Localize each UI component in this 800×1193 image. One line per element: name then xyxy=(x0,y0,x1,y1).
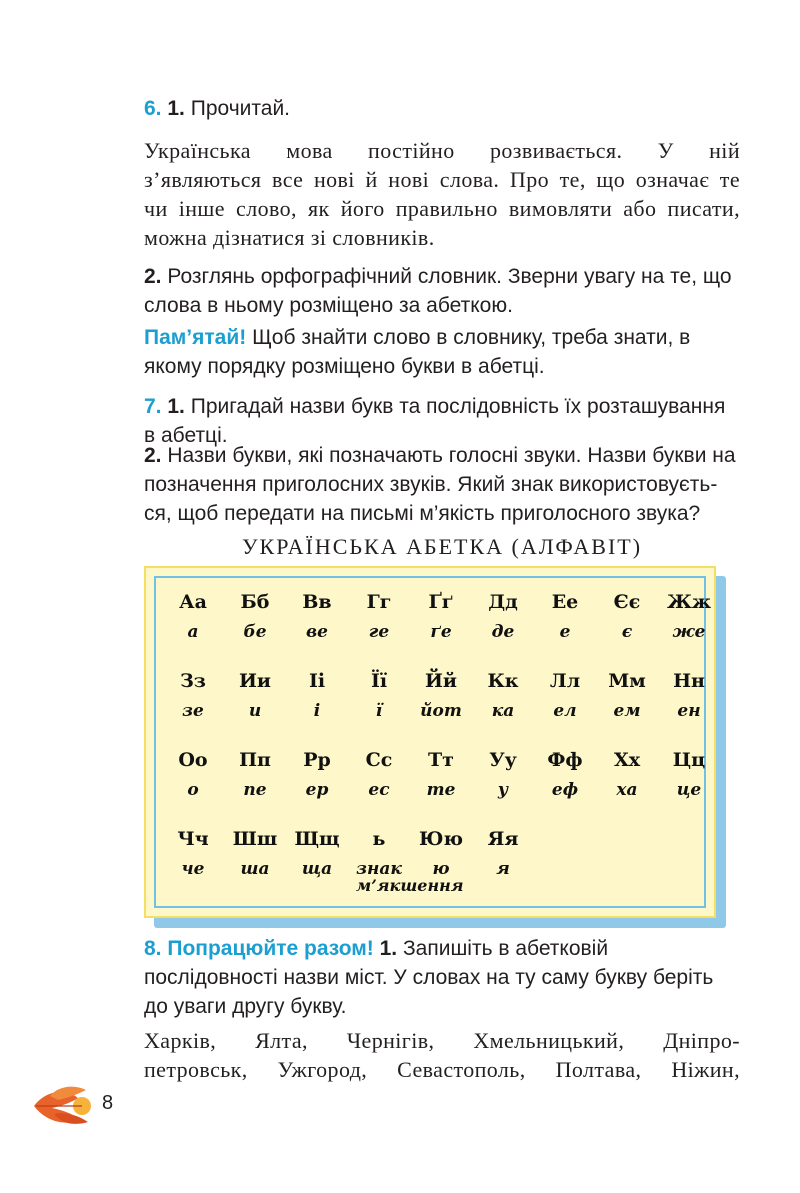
alphabet-letter: Сс xyxy=(365,749,393,771)
task-7-part-2-text: Назви букви, які позначають голосні звуки. Назви букви на позначення приголосних звуків. Який знак використовуєть-ся, щоб передати на письмі м’якість приголосного звука? xyxy=(144,444,736,525)
alphabet-letter-name: ге xyxy=(368,622,390,642)
alphabet-letter: Нн xyxy=(673,670,705,692)
task-6-part-2 xyxy=(144,262,740,320)
alphabet-letter: Тт xyxy=(428,749,454,771)
alphabet-title: УКРАЇНСЬКА АБЕТКА (АЛФАВІТ) xyxy=(241,534,643,559)
alphabet-cell xyxy=(344,590,414,644)
reading-line: Українська мова постійно розвивається. У ній xyxy=(144,138,740,163)
alphabet-letter-name: а xyxy=(187,622,199,642)
alphabet-letter-name: йот xyxy=(420,701,462,721)
alphabet-letter: Пп xyxy=(239,749,271,771)
task-6-part-2-text: Розглянь орфографічний словник. Зверни увагу на те, що слова в ньому розміщено за абеткою. xyxy=(144,265,732,317)
alphabet-cell xyxy=(406,827,476,881)
alphabet-letter-name: ен xyxy=(677,701,701,721)
alphabet-cell xyxy=(468,748,538,802)
reading-text xyxy=(144,136,740,252)
alphabet-letter: Іі xyxy=(308,670,326,692)
alphabet-letter: Шш xyxy=(232,828,278,850)
alphabet-cell xyxy=(468,669,538,723)
alphabet-cell xyxy=(344,827,414,881)
task-7-part-2 xyxy=(144,441,740,528)
task-7-part-1-text: Пригадай назви букв та послідовність їх розташування в абетці. xyxy=(144,395,726,447)
alphabet-letter-name: ка xyxy=(491,701,515,721)
task-6-part-2-number: 2. xyxy=(144,265,162,288)
remember-note xyxy=(144,323,740,381)
alphabet-cell xyxy=(282,669,352,723)
alphabet-letter-name: ша xyxy=(240,859,270,879)
alphabet-letter-name: зе xyxy=(182,701,204,721)
alphabet-letter: Кк xyxy=(487,670,519,692)
alphabet-letter: Щщ xyxy=(294,828,340,850)
alphabet-letter: Лл xyxy=(549,670,581,692)
alphabet-letter-name: те xyxy=(426,780,456,800)
alphabet-letter-name: бе xyxy=(243,622,267,642)
cities-line-2: петровськ, Ужгород, Севастополь, Полтава, Ніжин, xyxy=(144,1057,740,1082)
alphabet-letter: Бб xyxy=(240,591,270,613)
alphabet-cell xyxy=(282,748,352,802)
alphabet-letter-name: ем xyxy=(613,701,641,721)
reading-line: чи інше слово, як його правильно вимовляти або писати, xyxy=(144,196,740,221)
alphabet-cell xyxy=(282,827,352,881)
alphabet-letter-name: знак xyxy=(356,859,402,879)
alphabet-letter-name: де xyxy=(491,622,515,642)
alphabet-letter-name: же xyxy=(672,622,706,642)
alphabet-letter: Вв xyxy=(302,591,332,613)
alphabet-cell xyxy=(282,590,352,644)
alphabet-cell xyxy=(654,748,724,802)
alphabet-letter: Фф xyxy=(547,749,583,771)
alphabet-letter-name: ве xyxy=(306,622,328,642)
alphabet-cell xyxy=(344,669,414,723)
alphabet-cell xyxy=(468,827,538,881)
alphabet-letter: Цц xyxy=(672,749,706,771)
alphabet-letter-name: у xyxy=(497,780,509,800)
alphabet-cell xyxy=(654,669,724,723)
alphabet-letter-name: і xyxy=(313,701,321,721)
alphabet-letter-name: ел xyxy=(553,701,577,721)
alphabet-letter-name: пе xyxy=(243,780,267,800)
alphabet-letter-name: ї xyxy=(375,701,383,721)
alphabet-cell xyxy=(220,669,290,723)
alphabet-cell xyxy=(592,748,662,802)
task-6-number: 6. xyxy=(144,97,162,120)
alphabet-cell xyxy=(530,590,600,644)
alphabet-letter-name: є xyxy=(621,622,633,642)
alphabet-cell xyxy=(344,748,414,802)
alphabet-cell xyxy=(406,590,476,644)
alphabet-letter: Зз xyxy=(180,670,206,692)
soft-sign-note: м’якшення xyxy=(356,876,464,895)
alphabet-letter: Чч xyxy=(177,828,209,850)
cities-line-1: Харків, Ялта, Чернігів, Хмельницький, Дніпро- xyxy=(144,1028,740,1053)
task-8-part-1-text: Запишіть в абетковій послідовності назви міст. У словах на ту саму букву беріть до уваги другу букву. xyxy=(144,937,714,1018)
alphabet-cell xyxy=(158,669,228,723)
alphabet-letter-name: и xyxy=(248,701,262,721)
alphabet-letter: ь xyxy=(372,828,386,850)
alphabet-letter: Йй xyxy=(424,670,458,692)
alphabet-cell xyxy=(220,748,290,802)
alphabet-letter: Уу xyxy=(489,749,517,771)
alphabet-letter-name: ґе xyxy=(430,622,452,642)
alphabet-cell xyxy=(406,669,476,723)
alphabet-letter-name: я xyxy=(496,859,510,879)
alphabet-cell xyxy=(530,748,600,802)
alphabet-letter-name: це xyxy=(676,780,702,800)
alphabet-cell xyxy=(406,748,476,802)
alphabet-letter: Рр xyxy=(303,749,331,771)
alphabet-cell xyxy=(158,748,228,802)
reading-line: з’являються все нові й нові слова. Про те, що означає те xyxy=(144,167,740,192)
alphabet-letter-name: о xyxy=(187,780,199,800)
task-6-part-1-text: Прочитай. xyxy=(190,97,291,120)
alphabet-cell xyxy=(530,669,600,723)
alphabet-letter-name: ю xyxy=(432,859,450,879)
alphabet-letter: Хх xyxy=(613,749,641,771)
task-8 xyxy=(144,934,740,1021)
alphabet-cell xyxy=(654,590,724,644)
task-7-part-2-number: 2. xyxy=(144,444,162,467)
task-8-part-1-number: 1. xyxy=(379,937,398,960)
alphabet-cell xyxy=(592,590,662,644)
alphabet-letter: Гг xyxy=(366,591,392,613)
alphabet-letter-name: ща xyxy=(301,859,333,879)
alphabet-letter: Ее xyxy=(551,591,579,613)
reading-line: можна дізнатися зі словників. xyxy=(144,225,435,250)
task-8-number: 8. xyxy=(144,937,162,960)
alphabet-letter: Ґґ xyxy=(428,591,454,613)
remember-label: Пам’ятай! xyxy=(144,326,247,349)
alphabet-letter: Яя xyxy=(487,828,519,850)
remember-text: Щоб знайти слово в словнику, треба знати, в якому порядку розміщено букви в абетці. xyxy=(144,326,691,378)
task-6-part-1-number: 1. xyxy=(167,97,185,120)
alphabet-letter: Ии xyxy=(238,670,272,692)
alphabet-box xyxy=(144,566,716,918)
alphabet-letter: Дд xyxy=(488,591,518,613)
alphabet-cell xyxy=(220,827,290,881)
alphabet-letter-name: ер xyxy=(305,780,329,800)
cities-text xyxy=(144,1026,740,1084)
task-7-part-1-number: 1. xyxy=(167,395,185,418)
task-6-header xyxy=(144,94,740,123)
alphabet-letter: Єє xyxy=(613,591,641,613)
page-number: 8 xyxy=(102,1092,114,1114)
alphabet-letter: Аа xyxy=(179,591,207,613)
alphabet-letter: Юю xyxy=(419,828,463,850)
alphabet-letter: Її xyxy=(370,670,388,692)
alphabet-letter: Мм xyxy=(608,670,646,692)
alphabet-letter-name: че xyxy=(181,859,205,879)
leaf-icon xyxy=(32,1084,98,1126)
alphabet-letter: Оо xyxy=(178,749,208,771)
alphabet-letter-name: е xyxy=(559,622,571,642)
alphabet-cell xyxy=(468,590,538,644)
task-7-number: 7. xyxy=(144,395,162,418)
alphabet-letter-name: еф xyxy=(551,780,579,800)
alphabet-letter-name: ха xyxy=(616,780,638,800)
alphabet-cell xyxy=(158,590,228,644)
alphabet-letter: Жж xyxy=(666,591,712,613)
alphabet-letter-name: ес xyxy=(368,780,390,800)
alphabet-cell xyxy=(158,827,228,881)
alphabet-cell xyxy=(592,669,662,723)
alphabet-cell xyxy=(220,590,290,644)
task-8-label: Попрацюйте разом! xyxy=(167,937,374,960)
